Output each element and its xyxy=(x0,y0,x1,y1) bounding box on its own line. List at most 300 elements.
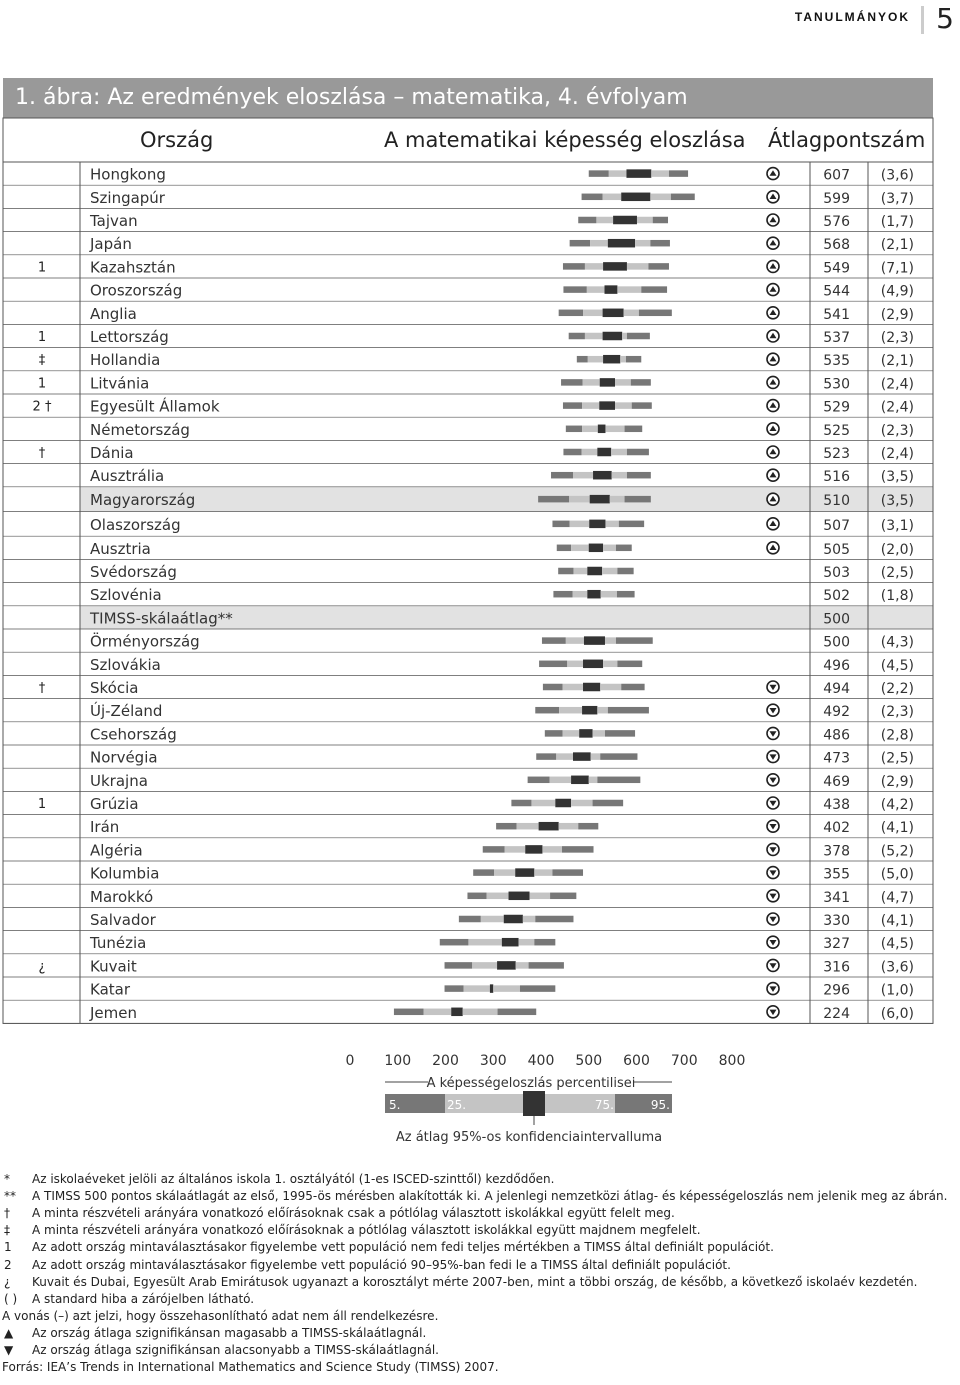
country-name: Szingapúr xyxy=(90,188,165,207)
country-name: Ukrajna xyxy=(90,771,148,790)
percentile-25-lower-ci-bar xyxy=(569,496,590,503)
mean-ci-box xyxy=(613,216,637,225)
percentile-5-25-bar xyxy=(511,800,531,807)
percentile-75-95-bar xyxy=(639,310,672,317)
upper-ci-75-bar xyxy=(571,800,592,807)
footnote-symbol: ** xyxy=(4,1189,16,1204)
footnote-text: Az ország átlaga szignifikánsan alacsonyabb a TIMSS-skálaátlagnál. xyxy=(32,1343,439,1357)
percentile-75-95-bar xyxy=(535,916,573,923)
percentile-5-25-bar xyxy=(563,286,586,293)
upper-ci-75-bar xyxy=(519,939,535,946)
mean-ci-box xyxy=(583,683,600,692)
footnote-symbol: ¿ xyxy=(4,1274,11,1289)
percentile-25-lower-ci-bar xyxy=(583,379,600,386)
upper-ci-75-bar xyxy=(620,356,626,363)
percentile-75-95-bar xyxy=(648,263,669,270)
standard-error: (1,8) xyxy=(880,588,914,605)
percentile-25-lower-ci-bar xyxy=(596,217,613,224)
country-name: Szlovénia xyxy=(90,586,162,605)
percentile-5-25-bar xyxy=(394,1009,424,1016)
percentile-5-25-bar xyxy=(578,217,596,224)
mean-ci-box xyxy=(451,1008,462,1017)
x-tick-label: 400 xyxy=(527,1053,555,1069)
standard-error: (7,1) xyxy=(880,260,914,277)
footnote-line xyxy=(2,1172,554,1186)
percentile-5-25-bar xyxy=(551,472,573,479)
mean-ci-box xyxy=(598,425,606,434)
percentile-75-95-bar xyxy=(498,1009,537,1016)
percentile-25-lower-ci-bar xyxy=(570,521,590,528)
footnote-line xyxy=(2,1275,917,1289)
average-score: 530 xyxy=(823,376,850,393)
standard-error: (4,5) xyxy=(880,936,914,953)
footnote-symbol: † xyxy=(4,1206,10,1221)
average-score: 516 xyxy=(823,469,850,486)
column-header-distribution: A matematikai képesség eloszlása xyxy=(384,128,746,152)
percentile-25-lower-ci-bar xyxy=(562,684,583,691)
percentile-75-95-bar xyxy=(625,426,643,433)
footnote-text: Forrás: IEA’s Trends in International Mathematics and Science Study (TIMSS) 2007. xyxy=(2,1360,499,1375)
column-header-average: Átlagpontszám xyxy=(768,128,926,152)
x-tick-label: 700 xyxy=(670,1053,698,1069)
country-name: Új-Zéland xyxy=(90,702,163,721)
percentile-75-95-bar xyxy=(593,800,624,807)
standard-error: (2,9) xyxy=(880,306,914,323)
country-name: Litvánia xyxy=(90,374,150,393)
upper-ci-75-bar xyxy=(516,962,529,969)
percentile-5-25-bar xyxy=(558,568,573,575)
footnote-symbol: 2 xyxy=(4,1257,12,1272)
country-name: Hongkong xyxy=(90,165,166,184)
percentile-25-lower-ci-bar xyxy=(582,449,598,456)
country-name: Svédország xyxy=(90,563,177,581)
country-name: Örményország xyxy=(90,632,200,651)
mean-ci-box xyxy=(579,729,592,738)
average-score: 523 xyxy=(823,446,850,462)
standard-error: (2,0) xyxy=(880,541,914,558)
standard-error: (2,8) xyxy=(880,727,914,744)
percentile-5-25-bar xyxy=(552,521,569,528)
average-score: 500 xyxy=(823,611,850,628)
x-tick-label: 500 xyxy=(575,1053,603,1069)
column-header-country: Ország xyxy=(140,128,214,152)
x-tick-label: 100 xyxy=(384,1053,412,1069)
percentile-5-25-bar xyxy=(528,777,550,784)
percentile-caption: A képességeloszlás percentilisei xyxy=(426,1076,636,1091)
percentile-25-lower-ci-bar xyxy=(566,637,584,644)
mean-ci-box xyxy=(515,868,534,877)
percentile-5-25-bar xyxy=(536,753,556,760)
upper-ci-75-bar xyxy=(610,496,625,503)
percentile-75-95-bar xyxy=(578,823,598,830)
standard-error: (2,2) xyxy=(880,681,914,697)
percentile-5-25-bar xyxy=(496,823,517,830)
percentile-5-25-bar xyxy=(566,426,582,433)
mean-ci-box xyxy=(603,309,624,318)
percentile-75-95-bar xyxy=(550,893,576,900)
average-score: 473 xyxy=(823,750,850,767)
x-tick-label: 800 xyxy=(718,1053,746,1069)
upper-ci-75-bar xyxy=(559,823,579,830)
country-name: Németország xyxy=(90,420,190,439)
average-score: 330 xyxy=(823,913,850,929)
percentile-75-95-bar xyxy=(616,637,653,644)
percentile-75-95-bar xyxy=(617,661,642,668)
standard-error: (2,4) xyxy=(880,376,914,393)
upper-ci-75-bar xyxy=(611,449,627,456)
upper-ci-75-bar xyxy=(603,545,616,552)
percentile-75-95-bar xyxy=(632,402,652,409)
percentile-75-95-bar xyxy=(627,472,651,479)
percentile-5-25-bar xyxy=(563,449,581,456)
standard-error: (3,5) xyxy=(880,469,914,486)
upper-ci-75-bar xyxy=(602,568,617,575)
footnote-line xyxy=(2,1240,774,1254)
footnote-text: Az ország átlaga szignifikánsan magasabb a TIMSS-skálaátlagnál. xyxy=(32,1325,427,1340)
country-name: Ausztrália xyxy=(90,467,165,486)
standard-error: (3,7) xyxy=(880,190,914,207)
country-name: Algéria xyxy=(90,841,143,860)
country-name: TIMSS-skálaátlag** xyxy=(90,609,233,628)
percentile-25-lower-ci-bar xyxy=(464,985,490,992)
upper-ci-75-bar xyxy=(615,379,631,386)
row-footnote-mark: 1 xyxy=(37,260,47,276)
country-name: Marokkó xyxy=(90,887,154,906)
upper-ci-75-bar xyxy=(530,893,551,900)
average-score: 510 xyxy=(823,493,850,510)
percentile-25-lower-ci-bar xyxy=(424,1009,452,1016)
percentile-75-95-bar xyxy=(608,707,649,714)
country-name: Kolumbia xyxy=(90,864,160,883)
standard-error: (1,0) xyxy=(880,982,914,999)
standard-error: (2,1) xyxy=(880,237,914,254)
percentile-25-lower-ci-bar xyxy=(585,333,603,340)
mean-ci-box xyxy=(583,660,603,669)
footnote-line xyxy=(2,1223,701,1237)
row-footnote-mark: 1 xyxy=(37,797,47,812)
standard-error: (1,7) xyxy=(880,214,914,230)
percentile-5-25-bar xyxy=(557,545,571,552)
percentile-5-25-bar xyxy=(545,730,563,737)
row-footnote-mark: 1 xyxy=(37,330,47,345)
standard-error: (2,5) xyxy=(880,565,914,581)
average-score: 469 xyxy=(823,773,850,790)
standard-error: (4,1) xyxy=(880,913,914,929)
upper-ci-75-bar xyxy=(523,916,535,923)
mean-ci-box xyxy=(603,332,623,341)
percentile-25-lower-ci-bar xyxy=(583,310,603,317)
mean-ci-box xyxy=(539,822,559,831)
percentile-25-lower-ci-bar xyxy=(517,823,539,830)
average-score: 549 xyxy=(823,260,850,277)
country-name: Anglia xyxy=(90,304,137,323)
average-score: 505 xyxy=(823,541,850,558)
percentile-5-25-bar xyxy=(539,661,567,668)
footnote-line xyxy=(2,1258,731,1272)
mean-ci-box xyxy=(608,239,635,248)
country-name: Grúzia xyxy=(90,795,139,813)
country-name: Magyarország xyxy=(90,491,196,510)
percentile-75-95-bar xyxy=(616,545,632,552)
upper-ci-75-bar xyxy=(615,402,632,409)
upper-ci-75-bar xyxy=(593,730,605,737)
percentile-5-25-bar xyxy=(445,962,473,969)
footnote-symbol: ▲ xyxy=(4,1325,14,1340)
percentile-25-lower-ci-bar xyxy=(588,356,603,363)
x-tick-label: 200 xyxy=(432,1053,459,1069)
percentile-25-lower-ci-bar xyxy=(585,263,603,270)
percentile-75-95-bar xyxy=(605,730,635,737)
percentile-75-95-bar xyxy=(534,939,555,946)
footnote-text: A TIMSS 500 pontos skálaátlagát az első, 1995-ös mérésben alakították ki. A jelenlegi nemzetközi átlag- és képességeloszlás nem jelenik meg az ábrán. xyxy=(32,1189,948,1204)
footnote-text: A standard hiba a zárójelben látható. xyxy=(32,1291,255,1306)
average-score: 500 xyxy=(823,634,850,651)
average-score: 438 xyxy=(823,797,850,813)
footnote-symbol: 1 xyxy=(4,1240,12,1255)
country-name: Ausztria xyxy=(90,539,151,558)
percentile-75-95-bar xyxy=(529,962,564,969)
country-name: Japán xyxy=(90,235,132,254)
standard-error: (2,3) xyxy=(880,422,914,439)
average-score: 607 xyxy=(823,167,850,184)
upper-ci-75-bar xyxy=(600,684,621,691)
percentile-5-25-bar xyxy=(570,240,591,247)
mean-ci-box xyxy=(571,776,589,785)
average-score: 576 xyxy=(823,214,850,230)
standard-error: (4,7) xyxy=(880,889,914,906)
percentile-75-95-bar xyxy=(641,286,667,293)
mean-ci-box xyxy=(589,544,603,553)
average-score: 507 xyxy=(823,517,850,534)
percentile-75-95-bar xyxy=(619,521,644,528)
percentile-75-95-bar xyxy=(552,869,583,876)
average-score: 355 xyxy=(823,866,850,883)
row-footnote-mark: ¿ xyxy=(38,959,46,975)
standard-error: (2,5) xyxy=(880,750,914,767)
percentile-25-lower-ci-bar xyxy=(582,426,598,433)
percentile-5-25-bar xyxy=(483,846,505,853)
average-score: 525 xyxy=(823,422,850,439)
footnote-symbol: ( ) xyxy=(4,1291,18,1306)
average-score: 316 xyxy=(823,959,850,976)
upper-ci-75-bar xyxy=(542,846,562,853)
mean-ci-box xyxy=(589,520,605,529)
mean-ci-box xyxy=(600,378,615,387)
footnote-line xyxy=(2,1189,947,1203)
percentile-25-lower-ci-bar xyxy=(559,707,582,714)
mean-ci-box xyxy=(605,285,618,294)
upper-ci-75-bar xyxy=(597,707,608,714)
standard-error: (2,4) xyxy=(880,399,914,416)
standard-error: (2,9) xyxy=(880,773,914,790)
footnote-text: Az adott ország mintaválasztásakor figyelembe vett populáció nem fedi teljes mértékben a TIMSS által definiált populációt. xyxy=(32,1240,774,1255)
country-name: Tunézia xyxy=(90,934,147,953)
average-score: 402 xyxy=(823,820,850,837)
mean-ci-box xyxy=(490,984,493,993)
percentile-25-lower-ci-bar xyxy=(567,661,583,668)
upper-ci-75-bar xyxy=(650,194,671,201)
country-name: Katar xyxy=(90,980,131,999)
upper-ci-75-bar xyxy=(601,591,617,598)
mean-ci-box xyxy=(584,636,605,645)
average-score: 224 xyxy=(823,1005,850,1022)
average-score: 503 xyxy=(823,565,850,581)
standard-error: (2,1) xyxy=(880,353,914,370)
section-label: tanulmányok xyxy=(794,6,910,25)
average-score: 296 xyxy=(823,982,850,999)
mean-ci-box xyxy=(603,262,627,271)
mean-ci-box xyxy=(497,961,516,970)
percentile-25-lower-ci-bar xyxy=(487,893,509,900)
percentile-25-lower-ci-bar xyxy=(481,916,504,923)
upper-ci-75-bar xyxy=(637,217,653,224)
mean-ci-box xyxy=(582,706,597,715)
upper-ci-75-bar xyxy=(651,170,669,177)
mean-ci-box xyxy=(587,567,602,576)
mean-ci-box xyxy=(504,915,523,924)
percentile-75-95-bar xyxy=(621,684,644,691)
percentile-75-95-bar xyxy=(600,753,637,760)
percentile-5-25-bar xyxy=(577,356,588,363)
average-score: 492 xyxy=(823,704,850,721)
page-number: 5 xyxy=(936,2,954,35)
average-score: 599 xyxy=(823,190,850,207)
standard-error: (3,1) xyxy=(880,517,914,534)
percentile-25-lower-ci-bar xyxy=(571,545,589,552)
percentile-5-25-bar xyxy=(582,194,603,201)
legend-percentile-label: 75. xyxy=(594,1098,614,1112)
country-name: Irán xyxy=(90,818,120,837)
average-score: 568 xyxy=(823,237,850,254)
row-footnote-mark: † xyxy=(38,681,46,696)
standard-error: (4,3) xyxy=(880,634,914,651)
mean-ci-box xyxy=(590,495,610,504)
percentile-25-lower-ci-bar xyxy=(573,568,587,575)
percentile-5-25-bar xyxy=(473,869,494,876)
footnote-text: A minta részvételi arányára vonatkozó előírásoknak a pótlólag választott iskolákkal együtt majdnem megfelelt. xyxy=(32,1223,701,1238)
average-score: 535 xyxy=(823,353,850,370)
legend-percentile-label: 25. xyxy=(447,1098,467,1112)
legend-percentile-label: 5. xyxy=(389,1098,401,1112)
percentile-25-lower-ci-bar xyxy=(603,194,622,201)
country-name: Salvador xyxy=(90,911,156,929)
percentile-75-95-bar xyxy=(671,194,695,201)
standard-error: (5,0) xyxy=(880,866,914,883)
average-score: 341 xyxy=(823,889,850,906)
percentile-25-lower-ci-bar xyxy=(590,240,608,247)
upper-ci-75-bar xyxy=(603,661,617,668)
percentile-75-95-bar xyxy=(617,568,633,575)
upper-ci-75-bar xyxy=(493,985,520,992)
percentile-25-lower-ci-bar xyxy=(556,753,573,760)
upper-ci-75-bar xyxy=(591,753,601,760)
ci-caption: Az átlag 95%-os konfidenciaintervalluma xyxy=(395,1130,663,1145)
percentile-5-25-bar xyxy=(553,591,572,598)
country-name: Lettország xyxy=(90,328,169,346)
country-name: Olaszország xyxy=(90,515,181,534)
standard-error: (3,6) xyxy=(880,959,914,976)
footnote-symbol: ‡ xyxy=(4,1223,10,1238)
footnote-line xyxy=(2,1343,439,1357)
average-score: 496 xyxy=(823,657,850,674)
percentile-25-lower-ci-bar xyxy=(562,730,579,737)
percentile-25-lower-ci-bar xyxy=(587,286,605,293)
row-footnote-mark: † xyxy=(38,446,46,461)
average-score: 494 xyxy=(823,681,850,697)
upper-ci-75-bar xyxy=(624,310,639,317)
percentile-5-25-bar xyxy=(445,985,464,992)
percentile-25-lower-ci-bar xyxy=(472,962,497,969)
standard-error: (3,5) xyxy=(880,493,914,510)
percentile-25-lower-ci-bar xyxy=(494,869,515,876)
country-name: Hollandia xyxy=(90,351,161,370)
percentile-75-95-bar xyxy=(627,449,649,456)
standard-error: (6,0) xyxy=(880,1005,914,1022)
upper-ci-75-bar xyxy=(534,869,552,876)
percentile-5-25-bar xyxy=(440,939,469,946)
percentile-5-25-bar xyxy=(559,310,583,317)
upper-ci-75-bar xyxy=(589,777,598,784)
country-name: Oroszország xyxy=(90,281,183,300)
percentile-5-25-bar xyxy=(569,333,585,340)
footnote-line xyxy=(2,1206,675,1220)
standard-error: (4,2) xyxy=(880,797,914,813)
upper-ci-75-bar xyxy=(617,286,641,293)
average-score: 486 xyxy=(823,727,850,744)
percentile-75-95-bar xyxy=(562,846,594,853)
legend-percentile-label: 95. xyxy=(650,1098,670,1112)
percentile-75-95-bar xyxy=(669,170,688,177)
percentile-75-95-bar xyxy=(625,496,651,503)
country-name: Norvégia xyxy=(90,748,158,767)
row-footnote-mark: 2 † xyxy=(32,399,52,415)
footnote-symbol: * xyxy=(4,1172,10,1186)
percentile-5-25-bar xyxy=(467,893,486,900)
percentile-75-95-bar xyxy=(650,240,670,247)
upper-ci-75-bar xyxy=(612,472,627,479)
average-score: 544 xyxy=(823,283,850,300)
footnote-line xyxy=(2,1326,426,1340)
row-highlight xyxy=(80,487,933,512)
country-name: Tajvan xyxy=(90,212,138,230)
row-footnote-mark: 1 xyxy=(37,376,47,392)
average-score: 378 xyxy=(823,843,850,860)
average-score: 529 xyxy=(823,399,850,416)
country-name: Skócia xyxy=(90,679,139,697)
country-name: Kuvait xyxy=(90,957,137,976)
upper-ci-75-bar xyxy=(627,263,648,270)
mean-ci-box xyxy=(621,193,650,202)
footnote-symbol: ▼ xyxy=(4,1343,14,1357)
mean-ci-box xyxy=(587,590,600,599)
percentile-25-lower-ci-bar xyxy=(582,402,599,409)
country-name: Jemen xyxy=(90,1003,137,1022)
country-name: Szlovákia xyxy=(90,655,161,674)
percentile-25-lower-ci-bar xyxy=(505,846,526,853)
country-name: Csehország xyxy=(90,725,177,744)
percentile-25-lower-ci-bar xyxy=(609,170,627,177)
percentile-25-lower-ci-bar xyxy=(573,472,593,479)
mean-ci-box xyxy=(573,752,591,761)
figure-title: 1. ábra: Az eredmények eloszlása – matematika, 4. évfolyam xyxy=(3,78,933,118)
percentile-75-95-bar xyxy=(520,985,555,992)
percentile-25-lower-ci-bar xyxy=(573,591,588,598)
standard-error: (4,9) xyxy=(880,283,914,300)
average-score: 502 xyxy=(823,588,850,605)
x-tick-label: 600 xyxy=(623,1053,650,1069)
average-score: 327 xyxy=(823,936,850,953)
percentile-25-lower-ci-bar xyxy=(531,800,555,807)
